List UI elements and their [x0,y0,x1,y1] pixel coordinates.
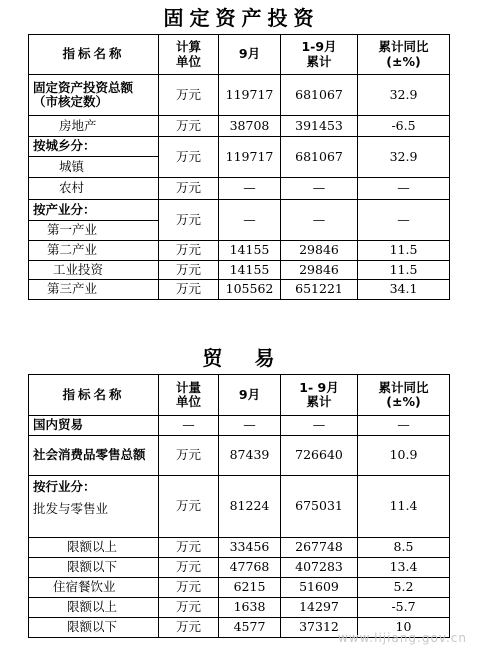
table-row [29,75,450,116]
row-name: 第一产业 [29,221,159,241]
row-ytd-value: — [281,416,358,436]
row-month-value: — [219,416,281,436]
row-month-value: — [219,178,281,200]
row-unit: 万元 [159,436,219,476]
row-yoy-value: 11.4 [358,476,450,538]
row-yoy-value: — [358,416,450,436]
row-unit: 万元 [159,578,219,598]
row-ytd-value: 726640 [281,436,358,476]
row-yoy-value: 8.5 [358,538,450,558]
table-row [29,436,450,476]
row-ytd-value: 407283 [281,558,358,578]
row-month-value: 38708 [219,116,281,137]
table-row [29,200,450,221]
row-ytd-value: 675031 [281,476,358,538]
row-month-value: 4577 [219,618,281,638]
row-ytd-value: 391453 [281,116,358,137]
row-unit: 万元 [159,261,219,280]
header-ytd: 1- 9月 累计 [281,375,358,416]
row-ytd-value: 29846 [281,241,358,261]
table-row [29,476,450,498]
trade-title: 贸 易 [202,346,281,370]
row-yoy-value: — [358,178,450,200]
header-yoy: 累计同比 (±%) [358,35,450,75]
row-month-value: 47768 [219,558,281,578]
row-unit: 万元 [159,116,219,137]
site-watermark: www.lijiang.gov.cn [337,631,467,645]
row-name: 第二产业 [29,241,159,261]
row-name: 限额以下 [29,558,159,578]
table-row [29,538,450,558]
row-yoy-value: 34.1 [358,280,450,300]
row-ytd-value: 267748 [281,538,358,558]
row-yoy-value: 11.5 [358,241,450,261]
row-yoy-value: 10 [358,618,450,638]
row-month-value: 119717 [219,75,281,116]
table-row [29,241,450,261]
row-yoy-value: 5.2 [358,578,450,598]
row-yoy-value: — [358,200,450,241]
row-yoy-value: -5.7 [358,598,450,618]
row-month-value: 87439 [219,436,281,476]
row-yoy-value: 13.4 [358,558,450,578]
row-unit: 万元 [159,280,219,300]
table-row [29,261,450,280]
row-month-value: 1638 [219,598,281,618]
row-month-value: 119717 [219,137,281,178]
row-ytd-value: 681067 [281,75,358,116]
row-name: 固定资产投资总额（市核定数） [29,75,159,116]
table-row [29,558,450,578]
row-name: 第三产业 [29,280,159,300]
row-yoy-value: 32.9 [358,137,450,178]
table-row [29,116,450,137]
row-name: 房地产 [29,116,159,137]
header-ytd: 1-9月 累计 [281,35,358,75]
row-yoy-value: 32.9 [358,75,450,116]
row-yoy-value: -6.5 [358,116,450,137]
row-name: 住宿餐饮业 [29,578,159,598]
row-name: 社会消费品零售总额 [29,436,159,476]
header-month: 9月 [219,35,281,75]
row-name: 农村 [29,178,159,200]
row-month-value: 14155 [219,261,281,280]
header-month: 9月 [219,375,281,416]
fixed-assets-table [28,34,450,300]
row-name: 城镇 [29,157,159,178]
row-month-value: 6215 [219,578,281,598]
row-name: 限额以上 [29,598,159,618]
row-name: 国内贸易 [29,416,159,436]
row-ytd-value: — [281,178,358,200]
row-yoy-value: 11.5 [358,261,450,280]
table-row [29,178,450,200]
row-ytd-value: 681067 [281,137,358,178]
header-yoy: 累计同比 (±%) [358,375,450,416]
row-ytd-value: 37312 [281,618,358,638]
table-row [29,137,450,157]
table-row [29,598,450,618]
row-group-label: 按城乡分： [29,137,159,157]
table-header-row [29,375,450,416]
table-header-row [29,35,450,75]
row-month-value: 81224 [219,476,281,538]
row-name: 批发与零售业 [29,498,159,538]
row-month-value: 14155 [219,241,281,261]
row-unit: 万元 [159,200,219,241]
row-unit: 万元 [159,137,219,178]
row-ytd-value: 651221 [281,280,358,300]
trade-table [28,374,450,638]
header-indicator-name: 指标名称 [29,375,159,416]
row-group-label: 按产业分： [29,200,159,221]
row-unit: 万元 [159,598,219,618]
fixed-assets-title: 固定资产投资 [163,6,320,30]
row-ytd-value: 14297 [281,598,358,618]
row-month-value: — [219,200,281,241]
header-unit: 计算 单位 [159,35,219,75]
row-name: 限额以下 [29,618,159,638]
table-row [29,280,450,300]
row-yoy-value: 10.9 [358,436,450,476]
header-unit: 计量 单位 [159,375,219,416]
header-indicator-name: 指标名称 [29,35,159,75]
row-unit: 万元 [159,476,219,538]
row-ytd-value: — [281,200,358,241]
row-month-value: 105562 [219,280,281,300]
row-unit: 万元 [159,178,219,200]
row-month-value: 33456 [219,538,281,558]
row-unit: 万元 [159,241,219,261]
table-row [29,416,450,436]
row-unit: 万元 [159,75,219,116]
row-name: 限额以上 [29,538,159,558]
row-ytd-value: 51609 [281,578,358,598]
row-unit: 万元 [159,558,219,578]
row-unit: 万元 [159,538,219,558]
row-unit: 万元 [159,618,219,638]
row-group-label: 按行业分： [29,476,159,498]
row-name: 工业投资 [29,261,159,280]
row-unit: — [159,416,219,436]
row-ytd-value: 29846 [281,261,358,280]
table-row [29,578,450,598]
